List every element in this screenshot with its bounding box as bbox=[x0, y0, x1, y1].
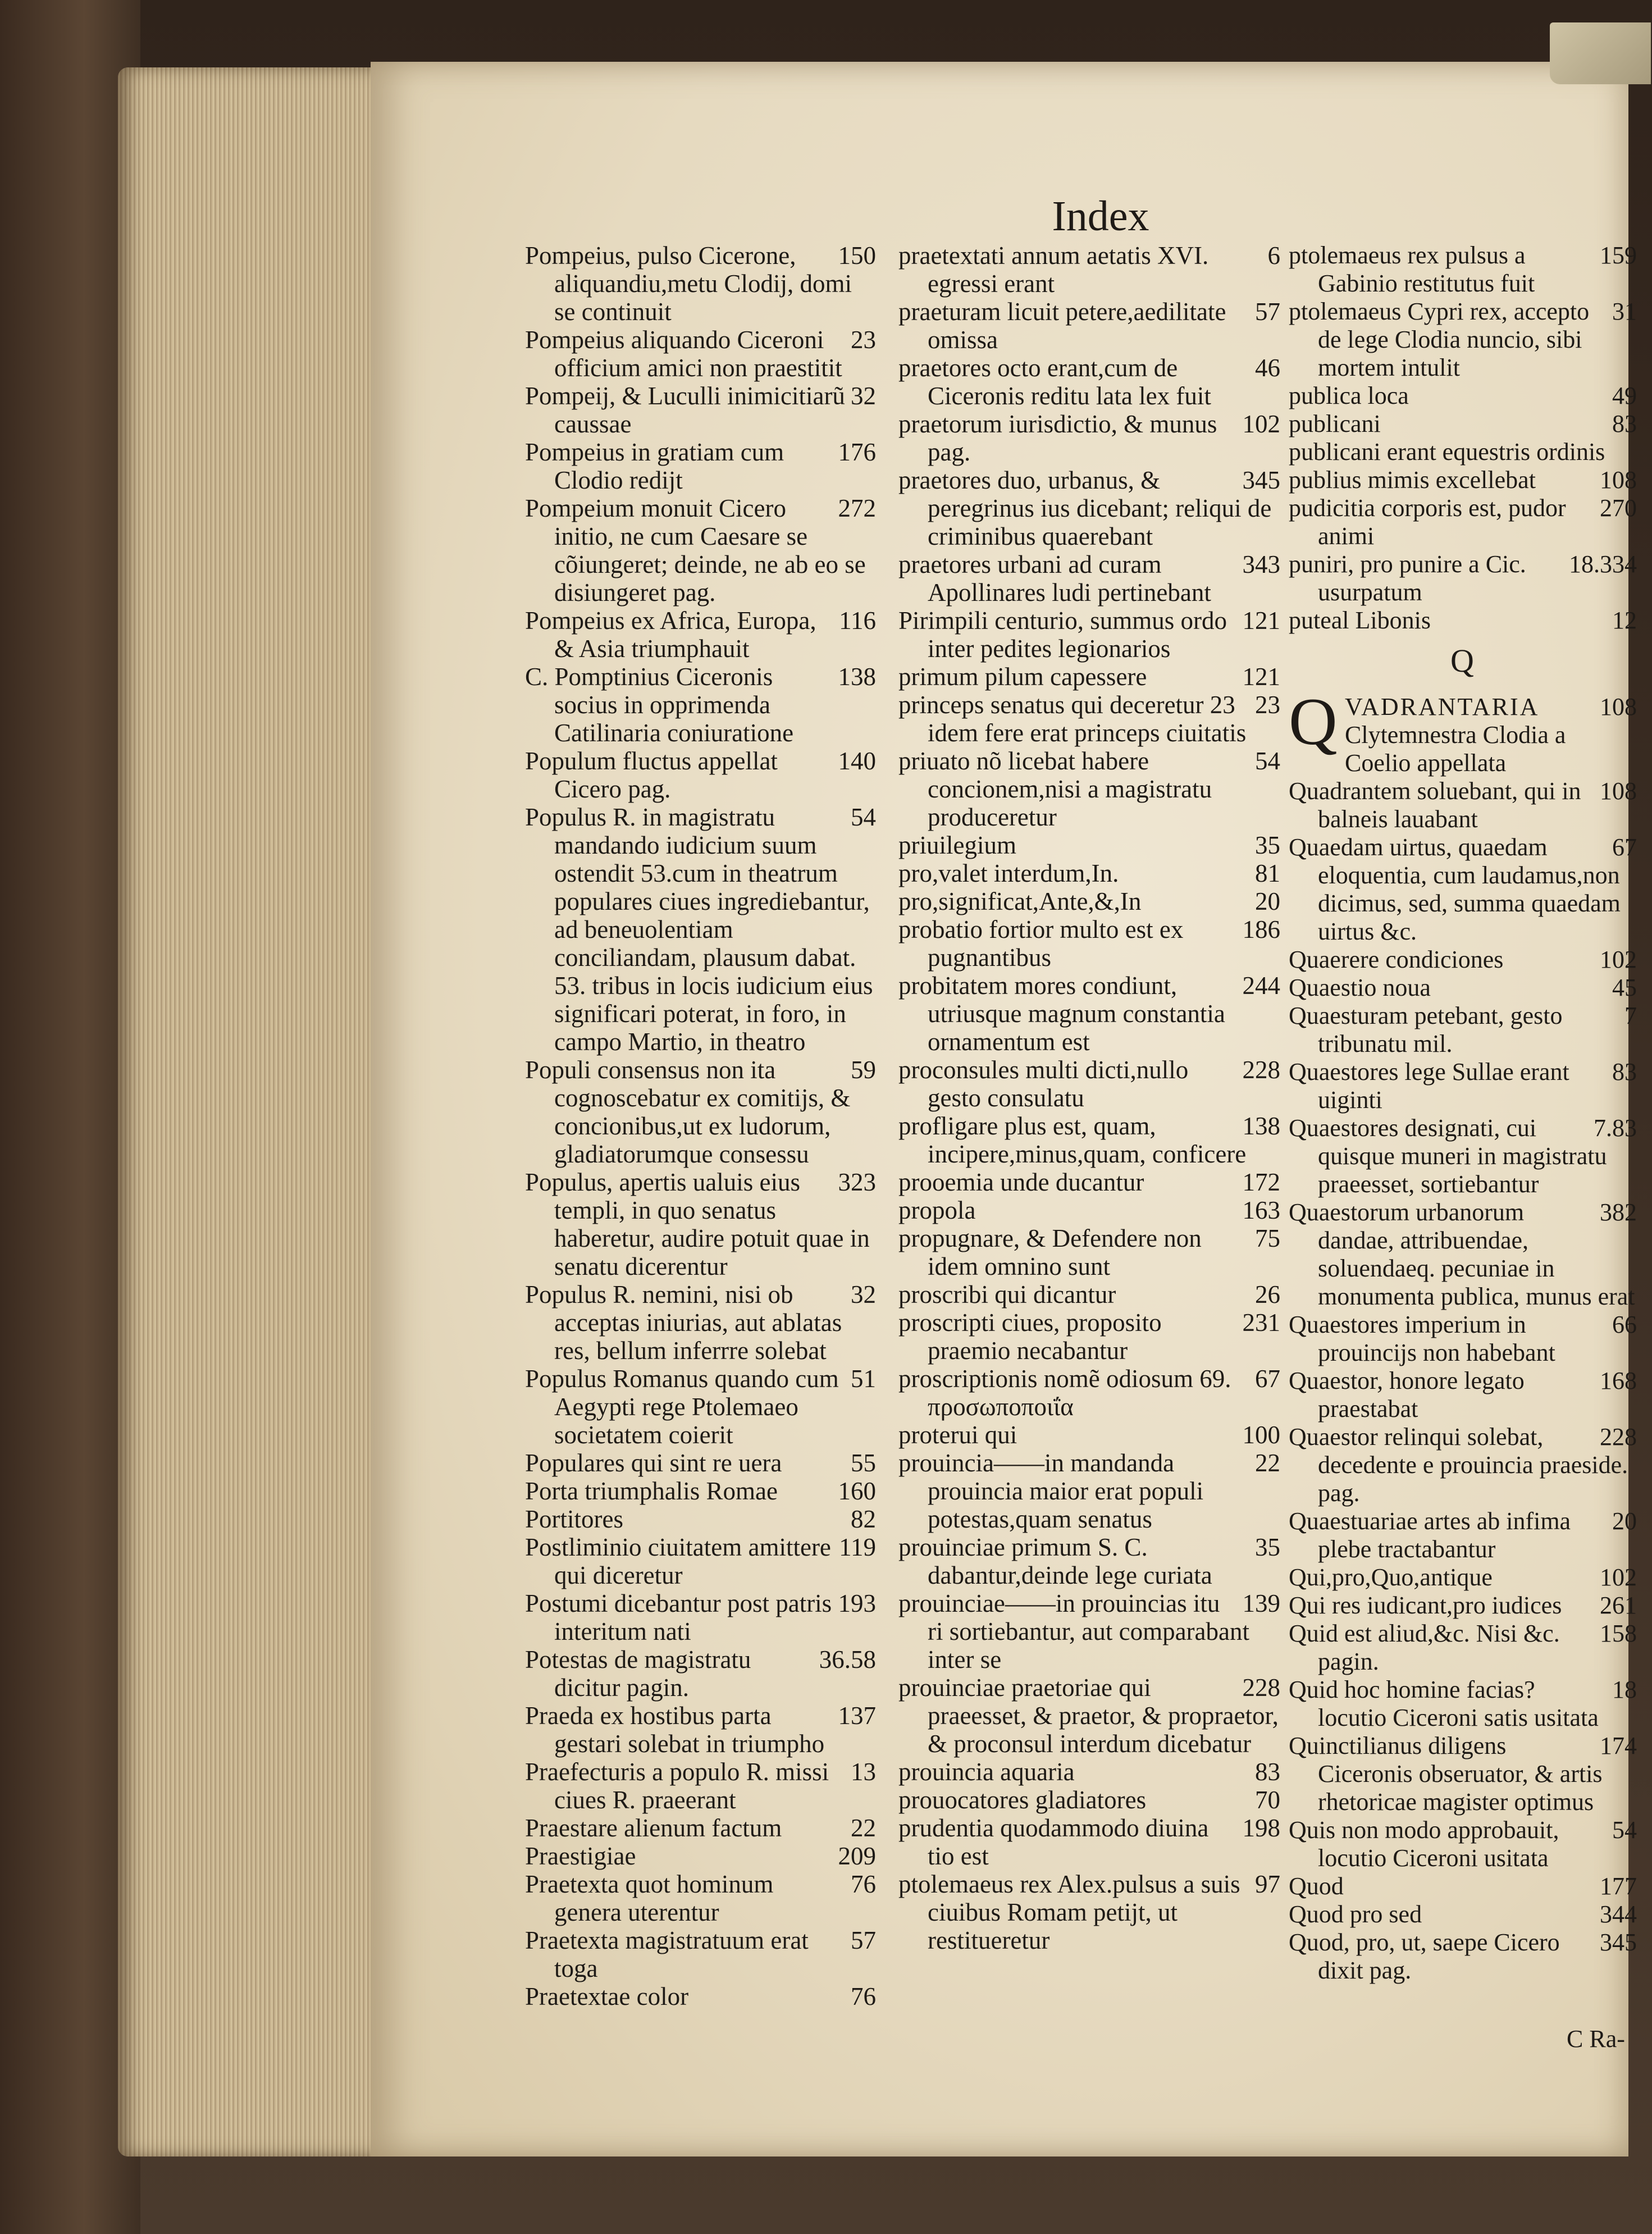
entry-page-number: 138 bbox=[838, 663, 876, 691]
entry-page-number: 31 bbox=[1612, 298, 1637, 325]
entry-text: Quaestores lege Sullae erant uiginti bbox=[1289, 1058, 1569, 1114]
entry-text: proconsules multi dicti,nullo gesto consulatu bbox=[898, 1056, 1189, 1112]
entry-page-number: 82 bbox=[851, 1505, 876, 1533]
index-entry bbox=[525, 326, 876, 382]
entry-page-number: 228 bbox=[1600, 1423, 1637, 1451]
index-entry bbox=[898, 1365, 1280, 1421]
entry-text: Quaestio noua bbox=[1289, 974, 1431, 1001]
entry-text: publica loca bbox=[1289, 382, 1409, 409]
entry-page-number: 343 bbox=[1242, 550, 1280, 578]
entry-text: Quod bbox=[1289, 1872, 1344, 1900]
entry-text: praetores urbani ad curam Apollinares ludi pertinebant bbox=[898, 550, 1211, 607]
entry-text: Quaerere condiciones bbox=[1289, 946, 1504, 973]
index-entry bbox=[525, 1702, 876, 1758]
entry-text: publius mimis excellebat bbox=[1289, 466, 1536, 494]
entry-text: ptolemaeus rex Alex.pulsus a suis ciuibus Romam petijt, ut restitueretur bbox=[898, 1870, 1240, 1954]
entry-text: Quid hoc homine facias? locutio Ciceroni satis usitata bbox=[1289, 1676, 1599, 1731]
index-entry bbox=[1289, 438, 1637, 466]
entry-page-number: 139 bbox=[1242, 1589, 1280, 1617]
entry-text: Quaedam uirtus, quaedam eloquentia, cum laudamus,non dicimus, sed, summa quaedam uirtus &c. bbox=[1289, 833, 1621, 945]
index-entry bbox=[525, 438, 876, 494]
index-entry bbox=[525, 1056, 876, 1168]
entry-page-number: 70 bbox=[1255, 1786, 1280, 1814]
index-entry bbox=[1289, 1311, 1637, 1367]
entry-page-number: 18 bbox=[1612, 1676, 1637, 1703]
entry-text: proscripti ciues, proposito praemio necabantur bbox=[898, 1309, 1162, 1365]
index-entry bbox=[1289, 410, 1637, 438]
entry-text: Quaestor relinqui solebat, decedente e prouincia praeside. pag. bbox=[1289, 1423, 1628, 1507]
index-entry bbox=[1289, 946, 1637, 974]
entry-page-number: 272 bbox=[838, 494, 876, 522]
index-entry bbox=[525, 1758, 876, 1814]
entry-page-number: 20 bbox=[1255, 887, 1280, 915]
entry-text: proterui qui bbox=[898, 1421, 1017, 1449]
entry-page-number: 159 bbox=[1600, 241, 1637, 269]
index-entry bbox=[898, 887, 1280, 915]
index-entry bbox=[525, 494, 876, 607]
index-entry bbox=[1289, 1198, 1637, 1311]
entry-page-number: 158 bbox=[1600, 1620, 1637, 1647]
index-entry bbox=[898, 691, 1280, 747]
entry-page-number: 323 bbox=[838, 1168, 876, 1196]
entry-page-number: 119 bbox=[839, 1533, 876, 1561]
entry-page-number: 176 bbox=[838, 438, 876, 466]
index-entry bbox=[898, 550, 1280, 607]
entry-page-number: 160 bbox=[838, 1477, 876, 1505]
entry-page-number: 7.83 bbox=[1594, 1114, 1637, 1142]
entry-page-number: 20 bbox=[1612, 1507, 1637, 1535]
index-entry bbox=[525, 1589, 876, 1645]
index-entry bbox=[525, 1280, 876, 1365]
index-entry bbox=[898, 859, 1280, 887]
entry-page-number: 32 bbox=[851, 382, 876, 410]
index-column-2 bbox=[898, 241, 1280, 1954]
index-entry bbox=[1289, 1900, 1637, 1928]
index-entry bbox=[525, 1982, 876, 2010]
entry-page-number: 209 bbox=[838, 1842, 876, 1870]
index-entry bbox=[898, 831, 1280, 859]
entry-text: Praetextae color bbox=[525, 1982, 689, 2010]
entry-page-number: 150 bbox=[838, 241, 876, 270]
entry-text: Quis non modo approbauit, locutio Ciceroni usitata bbox=[1289, 1816, 1559, 1872]
entry-text: Praestare alienum factum bbox=[525, 1814, 782, 1842]
entry-page-number: 54 bbox=[851, 803, 876, 831]
index-entry bbox=[525, 1842, 876, 1870]
entry-page-number: 168 bbox=[1600, 1367, 1637, 1394]
entry-text: Quid est aliud,&c. Nisi &c. pagin. bbox=[1289, 1620, 1560, 1675]
index-entry bbox=[898, 663, 1280, 691]
index-entry bbox=[898, 1533, 1280, 1589]
entry-text: proscriptionis nomẽ odiosum 69. προσωποποιΐα bbox=[898, 1365, 1231, 1421]
entry-text: praeturam licuit petere,aedilitate omissa bbox=[898, 298, 1226, 354]
entry-text: Clytemnestra Clodia a Coelio appellata bbox=[1345, 721, 1566, 777]
index-entry bbox=[898, 1674, 1280, 1758]
small-caps-word: VADRANTARIA bbox=[1345, 693, 1540, 721]
entry-page-number: 102 bbox=[1242, 410, 1280, 438]
entry-text: Quaesturam petebant, gesto tribunatu mil. bbox=[1289, 1002, 1563, 1057]
entry-text: praetores duo, urbanus, & peregrinus ius dicebant; reliqui de criminibus quaerebant bbox=[898, 466, 1272, 550]
entry-text: propola bbox=[898, 1196, 976, 1224]
index-entry bbox=[1289, 1423, 1637, 1507]
index-entry bbox=[525, 1870, 876, 1926]
entry-page-number: 55 bbox=[851, 1449, 876, 1477]
index-entry bbox=[1289, 298, 1637, 382]
entry-page-number: 6 bbox=[1267, 241, 1280, 270]
entry-text: Quod, pro, ut, saepe Cicero dixit pag. bbox=[1289, 1928, 1560, 1984]
entry-text: Populares qui sint re uera bbox=[525, 1449, 782, 1477]
entry-text: profligare plus est, quam, incipere,minus,quam, conficere bbox=[898, 1112, 1247, 1168]
entry-text: primum pilum capessere bbox=[898, 663, 1147, 691]
entry-page-number: 193 bbox=[838, 1589, 876, 1617]
entry-page-number: 108 bbox=[1600, 693, 1637, 721]
entry-page-number: 177 bbox=[1600, 1872, 1637, 1900]
entry-page-number: 12 bbox=[1612, 607, 1637, 634]
index-entry bbox=[898, 1421, 1280, 1449]
entry-text: Pompeius in gratiam cum Clodio redijt bbox=[525, 438, 784, 494]
index-entry bbox=[898, 1449, 1280, 1533]
index-entry bbox=[898, 241, 1280, 298]
entry-page-number: 102 bbox=[1600, 946, 1637, 973]
entry-page-number: 23 bbox=[1255, 691, 1280, 719]
entry-text: Populus R. in magistratu mandando iudicium suum ostendit 53.cum in theatrum populares ciues ingrediebantur, ad beneuolentiam conciliandam, plausum dabat. 53. tribus in locis iudicium eius significari poterat, in foro, in campo Martio, in theatro bbox=[525, 803, 873, 1056]
index-entry bbox=[1289, 833, 1637, 946]
entry-page-number: 35 bbox=[1255, 1533, 1280, 1561]
entry-text: Populus R. nemini, nisi ob acceptas iniurias, aut ablatas res, bellum inferrre solebat bbox=[525, 1280, 842, 1365]
entry-text: prooemia unde ducantur bbox=[898, 1168, 1144, 1196]
index-entry bbox=[525, 607, 876, 663]
index-entry bbox=[1289, 607, 1637, 635]
entry-page-number: 57 bbox=[1255, 298, 1280, 326]
entry-page-number: 100 bbox=[1242, 1421, 1280, 1449]
entry-text: pro,significat,Ante,&,In bbox=[898, 887, 1142, 915]
index-entry bbox=[1289, 1367, 1637, 1423]
entry-page-number: 345 bbox=[1242, 466, 1280, 494]
entry-text: ptolemaeus Cypri rex, accepto de lege Clodia nuncio, sibi mortem intulit bbox=[1289, 298, 1590, 381]
entry-page-number: 198 bbox=[1242, 1814, 1280, 1842]
index-entry bbox=[1289, 1872, 1637, 1900]
entry-text: Pompeius, pulso Cicerone, aliquandiu,metu Clodij, domi se continuit bbox=[525, 241, 852, 326]
entry-page-number: 102 bbox=[1600, 1563, 1637, 1591]
entry-text: pudicitia corporis est, pudor animi bbox=[1289, 494, 1566, 550]
entry-page-number: 97 bbox=[1255, 1870, 1280, 1898]
index-entry bbox=[525, 747, 876, 803]
entry-page-number: 49 bbox=[1612, 382, 1637, 409]
entry-text: proscribi qui dicantur bbox=[898, 1280, 1116, 1309]
index-entry bbox=[898, 1589, 1280, 1674]
entry-text: prouinciae——in prouincias itu ri sortiebantur, aut comparabant inter se bbox=[898, 1589, 1249, 1674]
index-entry bbox=[898, 915, 1280, 972]
index-entry bbox=[1289, 1620, 1637, 1676]
entry-text: prouincia aquaria bbox=[898, 1758, 1075, 1786]
entry-page-number: 83 bbox=[1612, 410, 1637, 437]
entry-page-number: 228 bbox=[1242, 1056, 1280, 1084]
index-entry bbox=[898, 747, 1280, 831]
entry-text: Praetexta quot hominum genera uterentur bbox=[525, 1870, 774, 1926]
entry-text: praetores octo erant,cum de Ciceronis reditu lata lex fuit bbox=[898, 354, 1211, 410]
entry-page-number: 32 bbox=[851, 1280, 876, 1309]
running-head: Index bbox=[1052, 193, 1149, 240]
entry-text: Quaestuariae artes ab infima plebe tractabantur bbox=[1289, 1507, 1571, 1563]
index-entry bbox=[525, 1645, 876, 1702]
entry-page-number: 45 bbox=[1612, 974, 1637, 1001]
entry-text: ptolemaeus rex pulsus a Gabinio restitutus fuit bbox=[1289, 241, 1535, 297]
entry-text: prouincia——in mandanda prouincia maior erat populi potestas,quam senatus bbox=[898, 1449, 1204, 1533]
entry-page-number: 83 bbox=[1255, 1758, 1280, 1786]
entry-text: Quaestores imperium in prouincijs non habebant bbox=[1289, 1311, 1555, 1366]
entry-text: puniri, pro punire a Cic. usurpatum bbox=[1289, 550, 1526, 606]
index-entry bbox=[898, 466, 1280, 550]
index-entry bbox=[898, 1196, 1280, 1224]
entry-text: princeps senatus qui deceretur 23 idem fere erat princeps ciuitatis bbox=[898, 691, 1247, 747]
entry-text: probatio fortior multo est ex pugnantibus bbox=[898, 915, 1184, 972]
entry-text: Qui res iudicant,pro iudices bbox=[1289, 1592, 1562, 1619]
index-entry bbox=[898, 410, 1280, 466]
index-entry bbox=[898, 1786, 1280, 1814]
index-entry bbox=[898, 354, 1280, 410]
entry-text: Quaestorum urbanorum dandae, attribuendae, soluendaeq. pecuniae in monumenta publica, munus erat bbox=[1289, 1198, 1635, 1310]
entry-page-number: 67 bbox=[1612, 833, 1637, 861]
drop-cap: Q bbox=[1289, 684, 1338, 759]
dropcap-entry bbox=[1289, 684, 1637, 777]
catchword: C Ra- bbox=[1567, 2025, 1625, 2053]
entry-text: Potestas de magistratu dicitur pagin. bbox=[525, 1645, 751, 1702]
index-entry bbox=[898, 1224, 1280, 1280]
index-entry bbox=[525, 1814, 876, 1842]
entry-text: priuato nõ licebat habere concionem,nisi a magistratu produceretur bbox=[898, 747, 1212, 831]
entry-page-number: 75 bbox=[1255, 1224, 1280, 1252]
entry-text: probitatem mores condiunt, utriusque magnum constantia ornamentum est bbox=[898, 972, 1225, 1056]
index-entry bbox=[1289, 1002, 1637, 1058]
entry-page-number: 108 bbox=[1600, 777, 1637, 805]
index-entry bbox=[1289, 1592, 1637, 1620]
index-entry bbox=[525, 1365, 876, 1449]
index-entry bbox=[1289, 1928, 1637, 1985]
entry-page-number: 261 bbox=[1600, 1592, 1637, 1619]
entry-text: Quinctilianus diligens Ciceronis obseruator, & artis rhetoricae magister optimus bbox=[1289, 1732, 1603, 1816]
entry-page-number: 54 bbox=[1255, 747, 1280, 775]
index-entry bbox=[525, 1477, 876, 1505]
index-entry bbox=[898, 1870, 1280, 1954]
index-column-3 bbox=[1289, 241, 1637, 1985]
index-entry bbox=[1289, 1114, 1637, 1198]
index-entry bbox=[898, 298, 1280, 354]
entry-page-number: 270 bbox=[1600, 494, 1637, 522]
entry-text: prouocatores gladiatores bbox=[898, 1786, 1147, 1814]
entry-page-number: 382 bbox=[1600, 1198, 1637, 1226]
entry-page-number: 172 bbox=[1242, 1168, 1280, 1196]
index-entry bbox=[525, 1505, 876, 1533]
entry-text: Porta triumphalis Romae bbox=[525, 1477, 778, 1505]
entry-text: Pompeij, & Luculli inimicitiarũ caussae bbox=[525, 382, 845, 438]
entry-page-number: 231 bbox=[1242, 1309, 1280, 1337]
entry-text: Quaestores designati, cui quisque muneri in magistratu praeesset, sortiebantur bbox=[1289, 1114, 1607, 1198]
entry-page-number: 83 bbox=[1612, 1058, 1637, 1086]
index-entry bbox=[525, 382, 876, 438]
entry-page-number: 46 bbox=[1255, 354, 1280, 382]
entry-text: prouinciae praetoriae qui praeesset, & praetor, & propraetor, & proconsul interdum dicebatur bbox=[898, 1674, 1279, 1758]
index-entry bbox=[1289, 1732, 1637, 1816]
entry-page-number: 344 bbox=[1600, 1900, 1637, 1928]
entry-text: Praetexta magistratuum erat toga bbox=[525, 1926, 809, 1982]
entry-text: Populi consensus non ita cognoscebatur ex comitijs, & concionibus,ut ex ludorum, gladiatorumque consessu bbox=[525, 1056, 851, 1168]
entry-page-number: 116 bbox=[839, 607, 876, 635]
entry-text: Populus Romanus quando cum Aegypti rege Ptolemaeo societatem coierit bbox=[525, 1365, 839, 1449]
entry-page-number: 140 bbox=[838, 747, 876, 775]
index-entry bbox=[898, 972, 1280, 1056]
entry-page-number: 59 bbox=[851, 1056, 876, 1084]
entry-page-number: 26 bbox=[1255, 1280, 1280, 1309]
entry-text: Pirimpili centurio, summus ordo inter pedites legionarios bbox=[898, 607, 1227, 663]
index-entry bbox=[525, 1926, 876, 1982]
entry-text: propugnare, & Defendere non idem omnino sunt bbox=[898, 1224, 1202, 1280]
entry-text: Postliminio ciuitatem amittere qui diceretur bbox=[525, 1533, 831, 1589]
binding-fragment bbox=[1550, 22, 1651, 84]
entry-text: praetextati annum aetatis XVI. egressi erant bbox=[898, 241, 1209, 298]
entry-text: Populum fluctus appellat Cicero pag. bbox=[525, 747, 778, 803]
entry-text: Praefecturis a populo R. missi ciues R. praeerant bbox=[525, 1758, 829, 1814]
entry-page-number: 54 bbox=[1612, 1816, 1637, 1844]
section-letter: Q bbox=[1450, 642, 1475, 679]
entry-page-number: 81 bbox=[1255, 859, 1280, 887]
entry-page-number: 13 bbox=[851, 1758, 876, 1786]
entry-text: Populus, apertis ualuis eius templi, in quo senatus haberetur, audire potuit quae in senatu dicerentur bbox=[525, 1168, 870, 1280]
index-entry bbox=[898, 1056, 1280, 1112]
entry-text: Praeda ex hostibus parta gestari solebat in triumpho bbox=[525, 1702, 825, 1758]
index-entry bbox=[525, 241, 876, 326]
entry-page-number: 22 bbox=[1255, 1449, 1280, 1477]
entry-page-number: 23 bbox=[851, 326, 876, 354]
entry-text: priuilegium bbox=[898, 831, 1016, 859]
index-entry bbox=[898, 1309, 1280, 1365]
entry-page-number: 244 bbox=[1242, 972, 1280, 1000]
index-entry bbox=[1289, 1507, 1637, 1563]
entry-text: praetorum iurisdictio, & munus pag. bbox=[898, 410, 1217, 466]
index-entry bbox=[1289, 550, 1637, 607]
entry-text: prouinciae primum S. C. dabantur,deinde lege curiata bbox=[898, 1533, 1212, 1589]
entry-page-number: 345 bbox=[1600, 1928, 1637, 1956]
index-entry bbox=[1289, 1816, 1637, 1872]
entry-text: Quaestor, honore legato praestabat bbox=[1289, 1367, 1525, 1423]
index-entry bbox=[898, 1758, 1280, 1786]
index-entry bbox=[1289, 777, 1637, 833]
index-entry bbox=[1289, 1563, 1637, 1592]
entry-page-number: 108 bbox=[1600, 466, 1637, 494]
page-edges bbox=[118, 67, 387, 2157]
entry-text: pro,valet interdum,In. bbox=[898, 859, 1119, 887]
entry-page-number: 138 bbox=[1242, 1112, 1280, 1140]
entry-page-number: 228 bbox=[1242, 1674, 1280, 1702]
entry-page-number: 18.334 bbox=[1569, 550, 1637, 578]
entry-page-number: 66 bbox=[1612, 1311, 1637, 1338]
entry-page-number: 35 bbox=[1255, 831, 1280, 859]
index-entry bbox=[525, 1168, 876, 1280]
entry-text: Portitores bbox=[525, 1505, 623, 1533]
entry-text: Pompeium monuit Cicero initio, ne cum Caesare se cõiungeret; deinde, ne ab eo se disiungeret pag. bbox=[525, 494, 866, 607]
entry-page-number: 121 bbox=[1242, 607, 1280, 635]
index-entry bbox=[525, 803, 876, 1056]
entry-page-number: 22 bbox=[851, 1814, 876, 1842]
index-entry bbox=[525, 1533, 876, 1589]
entry-text: Quod pro sed bbox=[1289, 1900, 1422, 1928]
entry-page-number: 121 bbox=[1242, 663, 1280, 691]
index-entry bbox=[898, 607, 1280, 663]
entry-text: publicani erant equestris ordinis bbox=[1289, 438, 1605, 466]
entry-page-number: 163 bbox=[1242, 1196, 1280, 1224]
index-entry bbox=[525, 1449, 876, 1477]
index-entry bbox=[898, 1280, 1280, 1309]
entry-page-number: 67 bbox=[1255, 1365, 1280, 1393]
entry-text: Qui,pro,Quo,antique bbox=[1289, 1563, 1493, 1591]
index-entry bbox=[1289, 494, 1637, 550]
entry-page-number: 7 bbox=[1624, 1002, 1637, 1029]
entry-page-number: 137 bbox=[838, 1702, 876, 1730]
entry-text: publicani bbox=[1289, 410, 1381, 437]
entry-page-number: 174 bbox=[1600, 1732, 1637, 1759]
entry-page-number: 51 bbox=[851, 1365, 876, 1393]
index-entry bbox=[898, 1112, 1280, 1168]
entry-page-number: 76 bbox=[851, 1982, 876, 2010]
entry-text: Pompeius aliquando Ciceroni officium amici non praestitit bbox=[525, 326, 842, 382]
index-entry bbox=[1289, 1058, 1637, 1114]
entry-page-number: 186 bbox=[1242, 915, 1280, 943]
entry-text: Praestigiae bbox=[525, 1842, 636, 1870]
entry-page-number: 76 bbox=[851, 1870, 876, 1898]
entry-page-number: 57 bbox=[851, 1926, 876, 1954]
entry-page-number: 36.58 bbox=[819, 1645, 876, 1674]
index-entry bbox=[525, 663, 876, 747]
index-entry bbox=[898, 1168, 1280, 1196]
entry-text: Quadrantem soluebant, qui in balneis lauabant bbox=[1289, 777, 1581, 833]
index-entry bbox=[898, 1814, 1280, 1870]
entry-text: C. Pomptinius Ciceronis socius in opprimenda Catilinaria coniuratione bbox=[525, 663, 794, 747]
index-entry bbox=[1289, 466, 1637, 494]
index-entry bbox=[1289, 241, 1637, 298]
entry-text: Postumi dicebantur post patris interitum nati bbox=[525, 1589, 832, 1645]
index-entry bbox=[1289, 974, 1637, 1002]
entry-text: prudentia quodammodo diuina tio est bbox=[898, 1814, 1209, 1870]
index-column-1 bbox=[525, 241, 876, 2010]
index-entry bbox=[1289, 382, 1637, 410]
index-entry bbox=[1289, 1676, 1637, 1732]
entry-text: puteal Libonis bbox=[1289, 607, 1431, 634]
entry-text: Pompeius ex Africa, Europa, & Asia triumphauit bbox=[525, 607, 816, 663]
